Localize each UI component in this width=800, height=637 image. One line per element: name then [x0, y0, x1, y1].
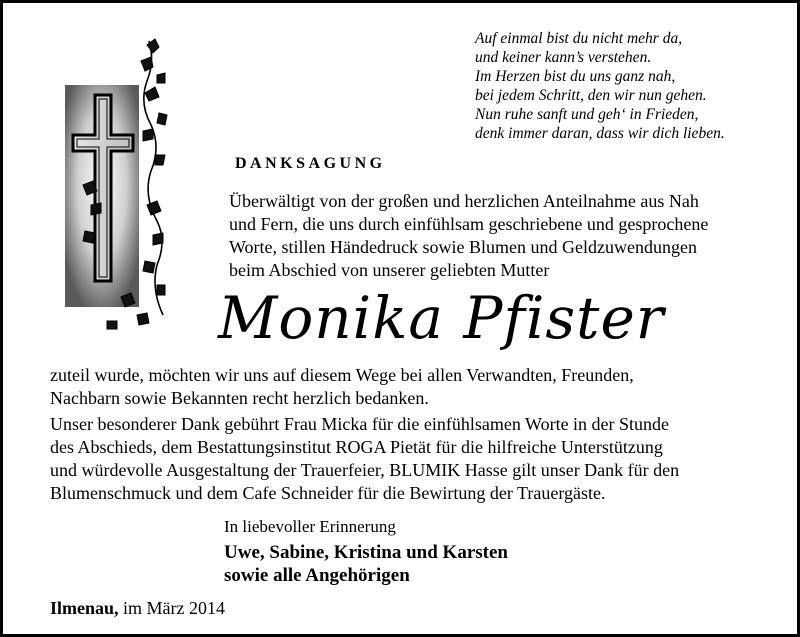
poem-line: Nun ruhe sanft und geh‘ in Frieden,: [475, 106, 699, 123]
signatory-line: sowie alle Angehörigen: [224, 565, 410, 586]
text-line: und Fern, die uns durch einfühlsam geschriebene und gesprochene: [229, 214, 709, 234]
text-line: Worte, stillen Händedruck sowie Blumen und Geldzuwendungen: [229, 237, 697, 257]
date: im März 2014: [118, 598, 225, 618]
cross-with-ivy-icon: [61, 35, 171, 335]
deceased-name: Monika Pfister: [218, 284, 665, 352]
memory-line: In liebevoller Erinnerung: [224, 517, 396, 536]
text-line: beim Abschied von unserer geliebten Mutter: [229, 260, 550, 280]
heading: DANKSAGUNG: [235, 155, 386, 172]
poem-line: denk immer daran, dass wir dich lieben.: [475, 125, 725, 142]
signatories: [224, 541, 508, 587]
intro-paragraph: [229, 190, 789, 282]
text-line: des Abschieds, dem Bestattungsinstitut ROGA Pietät für die hilfreiche Unterstützung: [50, 437, 663, 457]
poem: [475, 29, 775, 143]
text-line: zuteil wurde, möchten wir uns auf diesem Wege bei allen Verwandten, Freunden,: [50, 365, 634, 385]
poem-line: Auf einmal bist du nicht mehr da,: [475, 30, 683, 47]
poem-line: und keiner kann’s verstehen.: [475, 49, 652, 66]
place-and-date: [50, 597, 225, 619]
poem-line: Im Herzen bist du uns ganz nah,: [475, 68, 676, 85]
text-line: Nachbarn sowie Bekannten recht herzlich bedanken.: [50, 388, 429, 408]
thanks-paragraph: [50, 364, 790, 410]
special-thanks-paragraph: [50, 413, 790, 505]
poem-line: bei jedem Schritt, den wir nun gehen.: [475, 87, 707, 104]
text-line: und würdevolle Ausgestaltung der Trauerfeier, BLUMIK Hasse gilt unser Dank für den: [50, 460, 680, 480]
text-line: Überwältigt von der großen und herzlichen Anteilnahme aus Nah: [229, 191, 699, 211]
city: Ilmenau,: [50, 598, 119, 618]
text-line: Unser besonderer Dank gebührt Frau Micka für die einfühlsamen Worte in der Stunde: [50, 414, 670, 434]
text-line: Blumenschmuck und dem Cafe Schneider für die Bewirtung der Trauergäste.: [50, 483, 606, 503]
signatory-line: Uwe, Sabine, Kristina und Karsten: [224, 542, 508, 563]
